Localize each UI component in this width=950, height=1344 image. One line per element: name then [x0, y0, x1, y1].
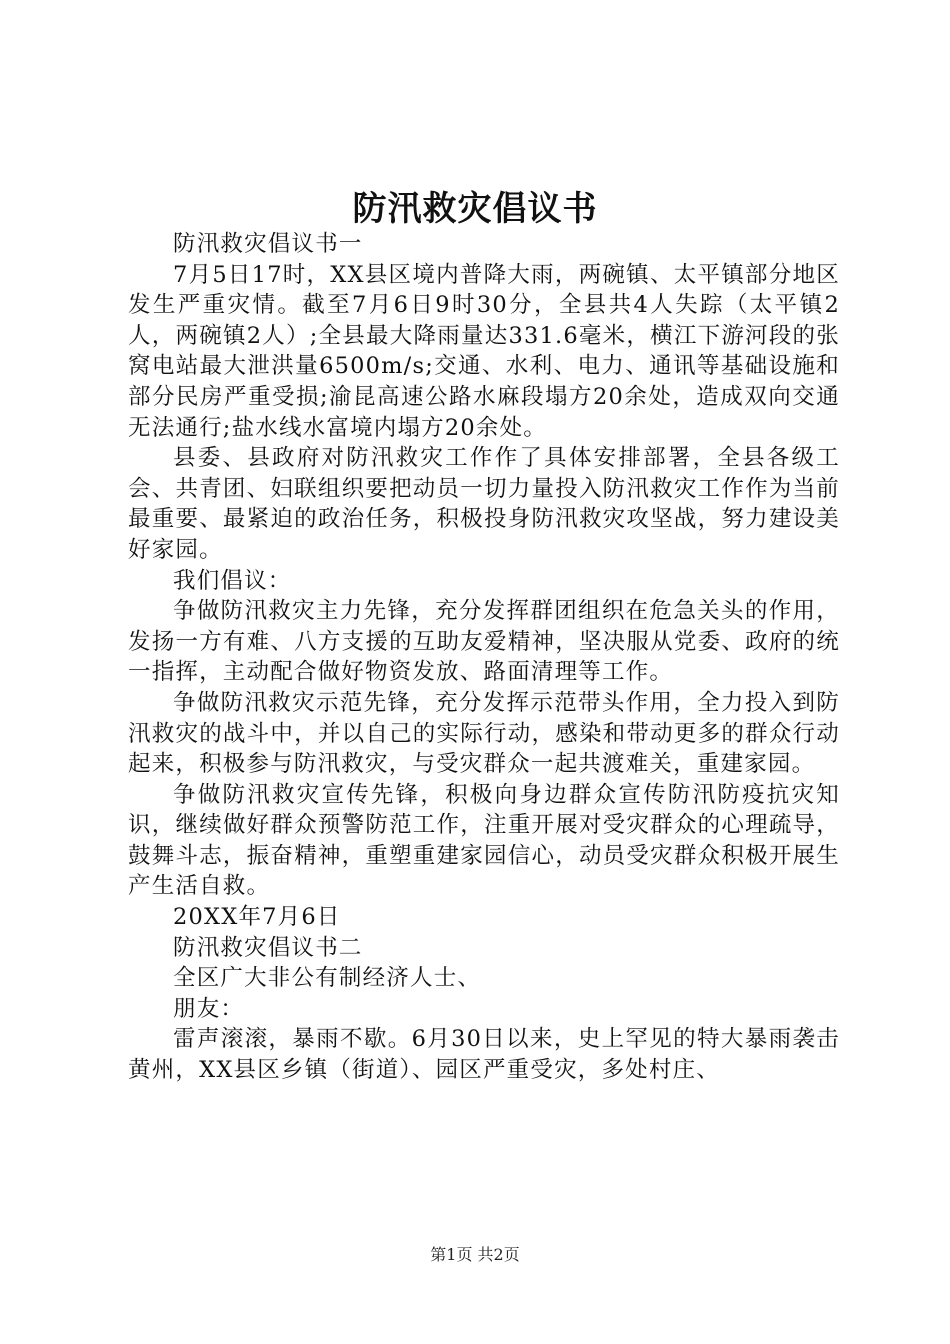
salutation-line: 朋友：	[173, 995, 245, 1022]
paragraph: 7月5日17时，XX县区境内普降大雨，两碗镇、太平镇部分地区发生严重灾情。截至7月6日9时30分，全县共4人失踪（太平镇2人，两碗镇2人）;全县最大降雨量达331.6毫米，横江下游河段的张窝电站最大泄洪量6500m/s;交通、水利、电力、通讯等基础设施和部分民房严重受损;渝昆高速公路水麻段塌方20余处，造成双向交通无法通行;盐水线水富境内塌方20余处。	[128, 261, 840, 441]
section-heading-2: 防汛救灾倡议书二	[173, 934, 363, 961]
date-line: 20XX年7月6日	[173, 904, 341, 931]
paragraph: 争做防汛救灾宣传先锋，积极向身边群众宣传防汛防疫抗灾知识，继续做好群众预警防范工作，注重开展对受灾群众的心理疏导，鼓舞斗志，振奋精神，重塑重建家园信心，动员受灾群众积极开展生产生活自救。	[128, 781, 840, 900]
page-footer: 第1页 共2页	[430, 1245, 520, 1264]
paragraph: 县委、县政府对防汛救灾工作作了具体安排部署，全县各级工会、共青团、妇联组织要把动员一切力量投入防汛救灾工作作为当前最重要、最紧迫的政治任务，积极投身防汛救灾攻坚战，努力建设美好家园。	[128, 445, 840, 563]
paragraph: 争做防汛救灾示范先锋，充分发挥示范带头作用，全力投入到防汛救灾的战斗中，并以自己的实际行动，感染和带动更多的群众行动起来，积极参与防汛救灾，与受灾群众一起共渡难关，重建家园。	[128, 689, 840, 778]
section-heading-1: 防汛救灾倡议书一	[173, 231, 363, 257]
paragraph: 我们倡议：	[173, 567, 292, 594]
salutation-line: 全区广大非公有制经济人士、	[173, 965, 482, 992]
document-title: 防汛救灾倡议书	[352, 189, 598, 229]
paragraph: 雷声滚滚，暴雨不歇。6月30日以来，史上罕见的特大暴雨袭击黄州，XX县区乡镇（街道）、园区严重受灾，多处村庄、	[128, 1026, 840, 1084]
paragraph: 争做防汛救灾主力先锋，充分发挥群团组织在危急关头的作用，发扬一方有难、八方支援的互助友爱精神，坚决服从党委、政府的统一指挥，主动配合做好物资发放、路面清理等工作。	[128, 598, 840, 686]
document-body	[128, 229, 840, 1086]
